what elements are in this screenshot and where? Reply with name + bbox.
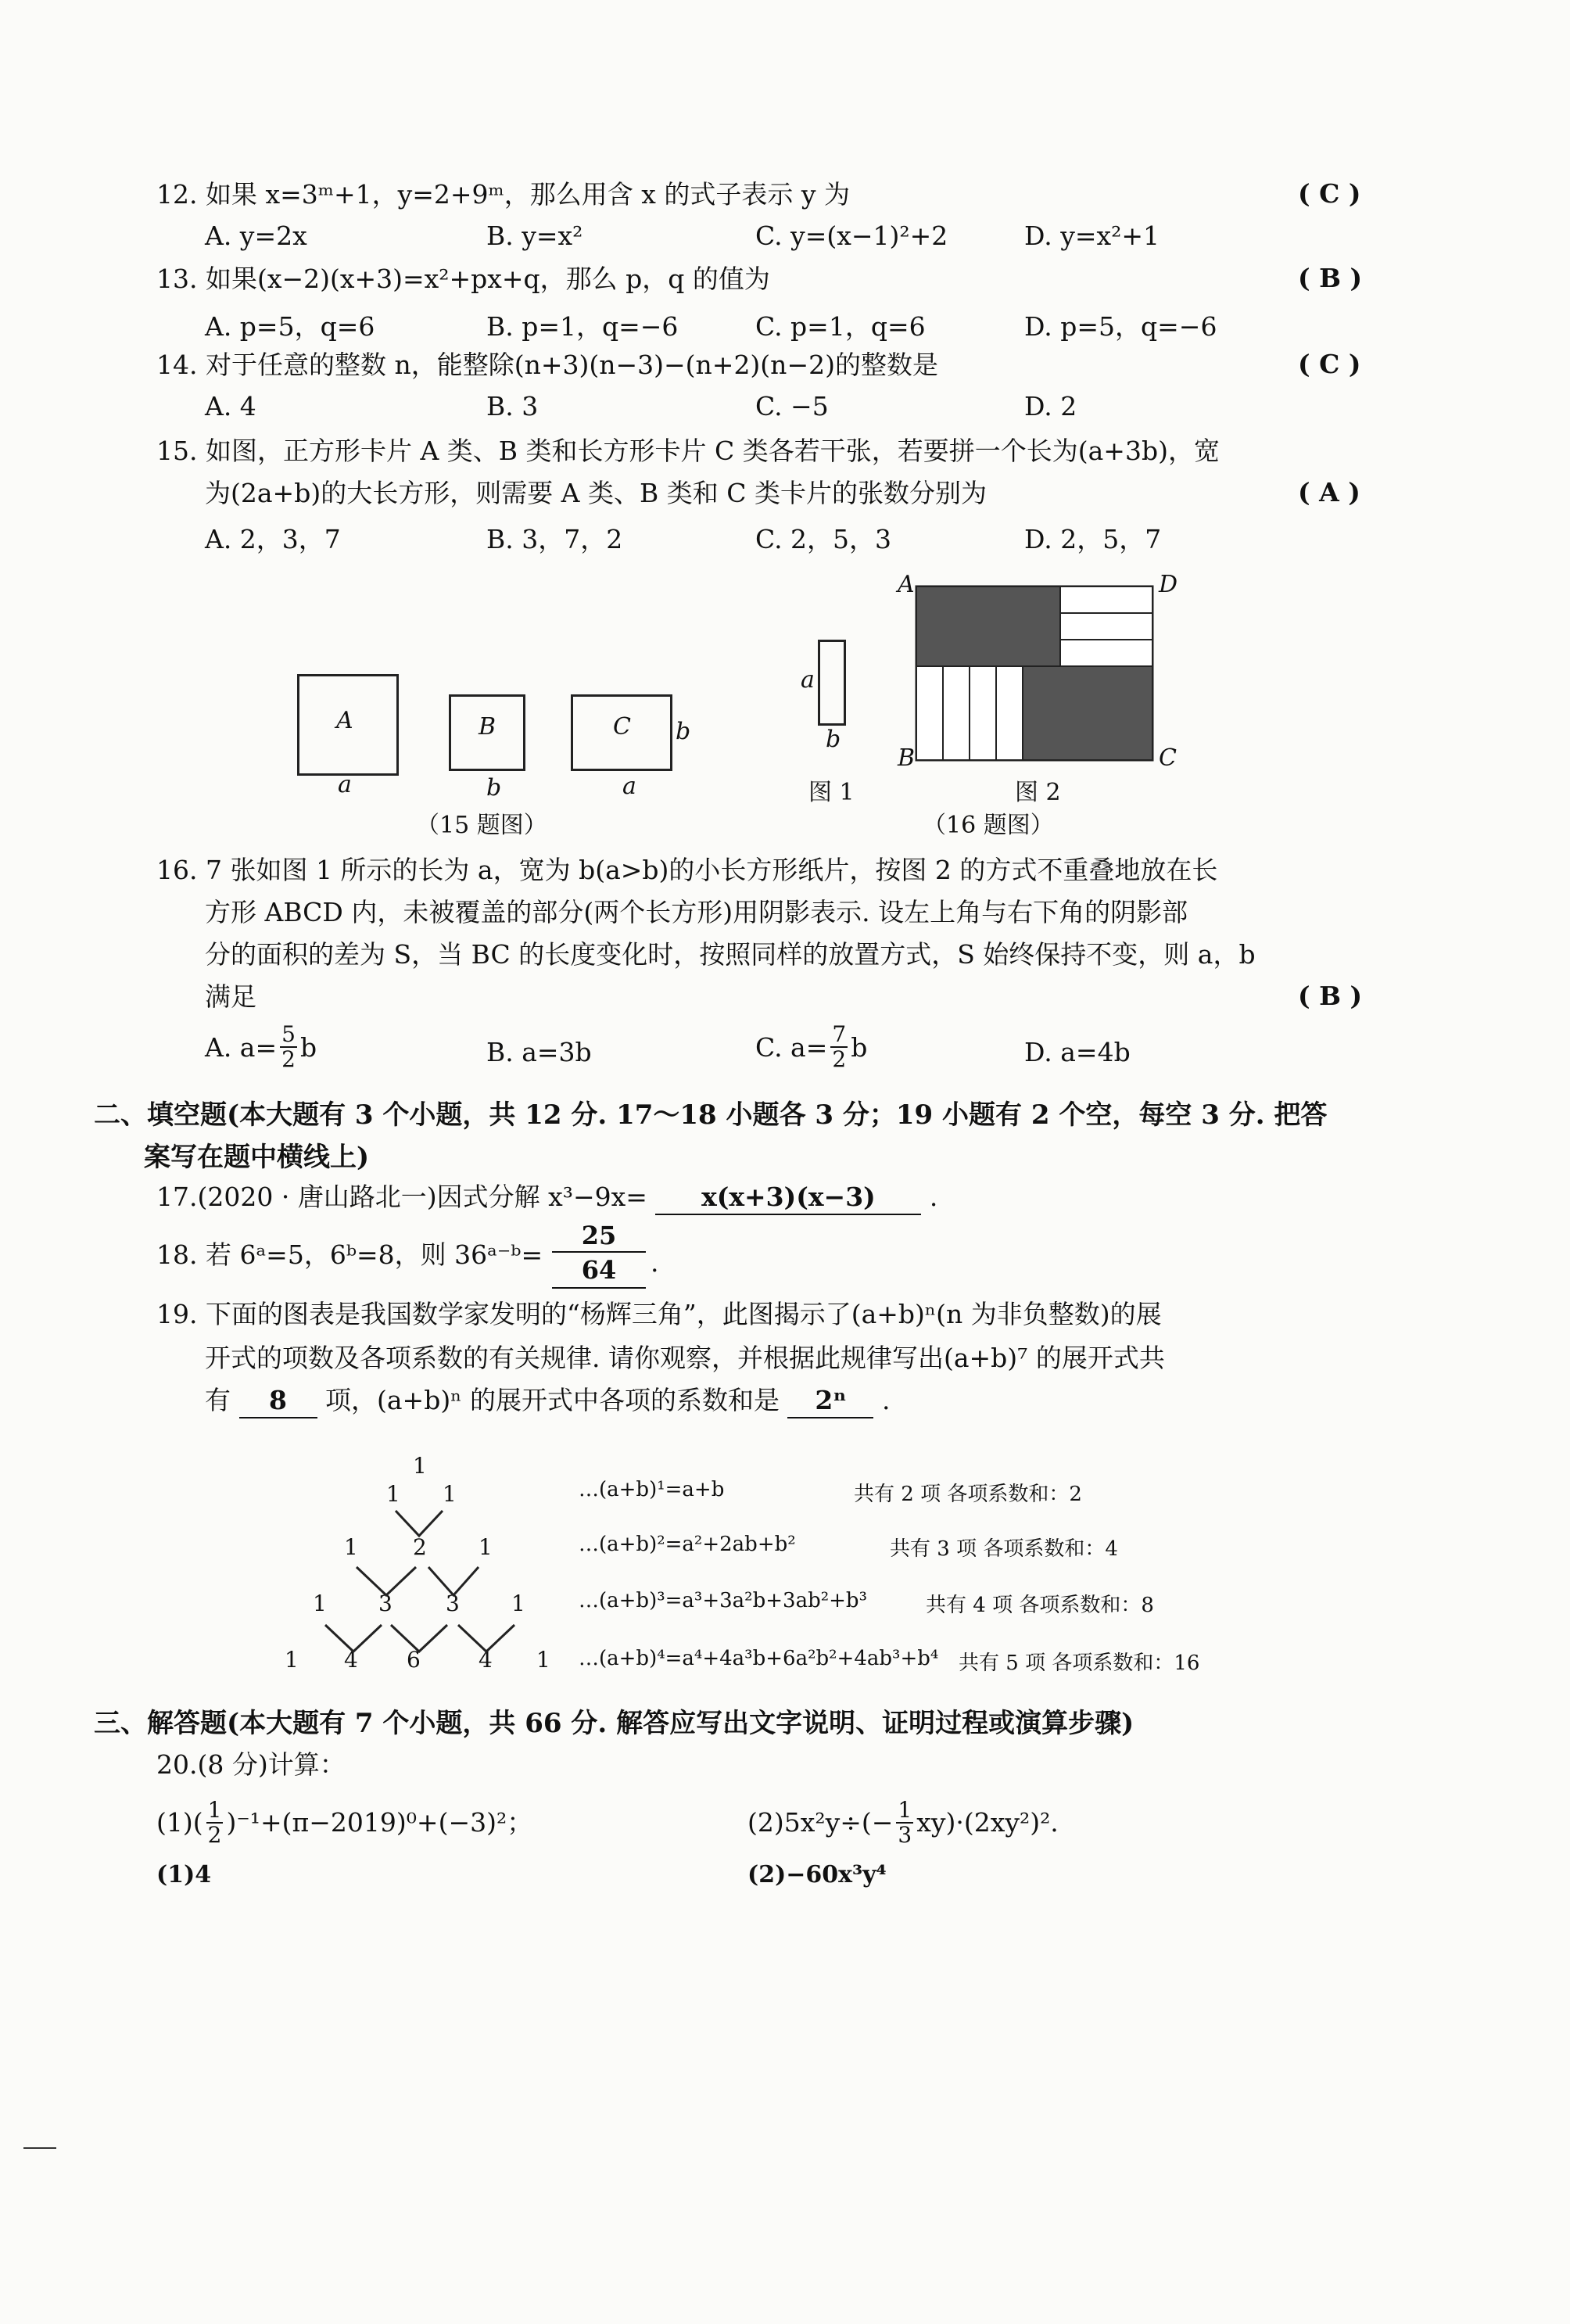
fig2-vertex-a: A [898, 571, 915, 598]
q16-line1: 16. 7 张如图 1 所示的长为 a，宽为 b(a>b)的小长方形纸片，按图 2 的方式不重叠地放在长 [156, 855, 1218, 885]
q15-answer: ( A ) [1298, 477, 1360, 507]
q20-part2-prefix: (2)5x²y÷(− [747, 1807, 894, 1838]
q16-option-a-suffix: b [299, 1031, 317, 1063]
pascal-row3-item0: 1 [313, 1591, 327, 1616]
pascal-row4-item3: 4 [479, 1647, 493, 1673]
q12-option-b: B. y=x² [486, 221, 583, 251]
q15-line2: 为(2a+b)的大长方形，则需要 A 类、B 类和 C 类卡片的张数分别为 [205, 478, 987, 508]
q20-part2 [747, 1799, 1059, 1847]
q14-option-d: D. 2 [1024, 391, 1077, 421]
q14-option-a: A. 4 [205, 391, 256, 421]
q19-line3-end: . [881, 1385, 891, 1415]
card-a-side-label: a [338, 771, 352, 798]
pascal-count-2: 共有 3 项 各项系数和：4 [890, 1537, 1118, 1561]
q14-answer: ( C ) [1298, 349, 1361, 379]
pascal-row2-item2: 1 [479, 1534, 493, 1560]
q16-option-c-suffix: b [851, 1031, 868, 1063]
q20-text: 20.(8 分)计算： [156, 1749, 346, 1780]
pascal-eq-4: …(a+b)⁴=a⁴+4a³b+6a²b²+4ab³+b⁴ [579, 1647, 939, 1670]
pascal-row1-item0: 1 [386, 1481, 400, 1507]
q20-part2-den: 3 [898, 1822, 912, 1848]
fig16-caption: （16 题图） [923, 812, 1054, 839]
q20-answer-2: (2)−60x³y⁴ [747, 1861, 887, 1888]
q18-end: . [651, 1247, 659, 1278]
q20-part1-suffix: )⁻¹+(π−2019)⁰+(−3)²； [226, 1807, 533, 1838]
card-c-width-label: a [622, 773, 636, 800]
card-c-height-label: b [676, 718, 691, 745]
q20-part1-den: 2 [207, 1822, 222, 1848]
q16-option-a-num: 5 [281, 1021, 296, 1047]
q12-option-c: C. y=(x−1)²+2 [755, 221, 948, 251]
q15-option-b: B. 3，7，2 [486, 524, 623, 554]
q13-option-a: A. p=5，q=6 [205, 311, 375, 342]
q16-option-c-den: 2 [832, 1046, 847, 1072]
q13-answer: ( B ) [1298, 263, 1363, 293]
q17-stem: 17.(2020 · 唐山路北一)因式分解 x³−9x= [156, 1182, 647, 1212]
q17-end: . [929, 1182, 938, 1212]
fig2-caption: 图 2 [1015, 779, 1061, 806]
fig2-vertex-d: D [1159, 571, 1178, 598]
section2-heading-line2: 案写在题中横线上) [144, 1142, 370, 1173]
q19-line2: 开式的项数及各项系数的有关规律. 请你观察，并根据此规律写出(a+b)⁷ 的展开式共 [205, 1343, 1165, 1373]
q16-option-a-den: 2 [281, 1046, 296, 1072]
section2-heading-line1: 二、填空题(本大题有 3 个小题，共 12 分. 17～18 小题各 3 分；19 小题有 2 个空，每空 3 分. 把答 [94, 1099, 1328, 1131]
q13-option-b: B. p=1，q=−6 [486, 311, 679, 342]
q19-line3-middle: 项，(a+b)ⁿ 的展开式中各项的系数和是 [325, 1385, 780, 1415]
q16-option-b: B. a=3b [486, 1037, 592, 1067]
q16-answer: ( B ) [1298, 981, 1363, 1011]
q20-part2-num: 1 [898, 1797, 912, 1823]
q20-part2-fraction [896, 1799, 913, 1847]
pascal-eq-1: …(a+b)¹=a+b [579, 1478, 725, 1501]
pascal-row2-item0: 1 [344, 1534, 358, 1560]
pascal-row1-item1: 1 [443, 1481, 457, 1507]
q19-blank-terms: 8 [239, 1384, 317, 1418]
pascal-row4-item0: 1 [285, 1647, 299, 1673]
q12-option-a: A. y=2x [205, 221, 307, 251]
q19-line1: 19. 下面的图表是我国数学家发明的“杨辉三角”，此图揭示了(a+b)ⁿ(n 为非负整数)的展 [156, 1299, 1162, 1329]
q16-line4: 满足 [205, 981, 256, 1012]
q19-line3-prefix: 有 [205, 1385, 231, 1415]
page-corner-rule [23, 2147, 56, 2149]
pascal-count-3: 共有 4 项 各项系数和：8 [926, 1594, 1154, 1617]
q15-line1: 15. 如图，正方形卡片 A 类、B 类和长方形卡片 C 类各若干张，若要拼一个长为(a+3b)，宽 [156, 436, 1220, 466]
q20-part1 [156, 1799, 532, 1847]
fig2-vertex-b: B [898, 744, 916, 772]
q14-option-b: B. 3 [486, 391, 539, 421]
q12-text: 12. 如果 x=3ᵐ+1，y=2+9ᵐ，那么用含 x 的式子表示 y 为 [156, 179, 850, 210]
pascal-eq-3: …(a+b)³=a³+3a²b+3ab²+b³ [579, 1589, 867, 1612]
section3-heading: 三、解答题(本大题有 7 个小题，共 66 分. 解答应写出文字说明、证明过程或演算步骤) [94, 1708, 1134, 1739]
q16-option-d: D. a=4b [1024, 1037, 1131, 1067]
q12-option-d: D. y=x²+1 [1024, 221, 1160, 251]
fig15-caption: （15 题图） [416, 812, 547, 839]
pascal-row4-item2: 6 [407, 1647, 421, 1673]
q15-option-d: D. 2，5，7 [1024, 524, 1162, 554]
q16-line3: 分的面积的差为 S，当 BC 的长度变化时，按照同样的放置方式，S 始终保持不变，则 a，b [205, 939, 1256, 970]
pascal-eq-2: …(a+b)²=a²+2ab+b² [579, 1533, 796, 1556]
q18-answer-den: 64 [552, 1253, 646, 1289]
q14-option-c: C. −5 [755, 391, 829, 421]
pascal-count-1: 共有 2 项 各项系数和：2 [854, 1483, 1082, 1506]
q13-text: 13. 如果(x−2)(x+3)=x²+px+q，那么 p，q 的值为 [156, 264, 770, 294]
q19-blank-sum: 2ⁿ [787, 1384, 873, 1418]
q15-option-c: C. 2，5，3 [755, 524, 892, 554]
pascal-row3-item1: 3 [378, 1591, 392, 1616]
q18-stem: 18. 若 6ᵃ=5，6ᵇ=8，则 36ᵃ⁻ᵇ= [156, 1239, 543, 1270]
q20-answer-1: (1)4 [156, 1861, 212, 1888]
pascal-row2-item1: 2 [413, 1534, 427, 1560]
card-b-label: B [479, 713, 496, 741]
pascal-row4-item4: 1 [536, 1647, 550, 1673]
q16-option-a-prefix: A. a= [205, 1031, 278, 1063]
pascal-row3-item3: 1 [511, 1591, 525, 1616]
pascal-row3-item2: 3 [446, 1591, 460, 1616]
q12-answer: ( C ) [1298, 178, 1361, 209]
q20-part2-suffix: xy)·(2xy²)². [916, 1807, 1059, 1838]
q18-answer-num: 25 [552, 1220, 646, 1253]
card-c-label: C [613, 713, 631, 741]
q17-answer-blank: x(x+3)(x−3) [655, 1181, 921, 1215]
fig1-b-label: b [826, 726, 841, 753]
q14-text: 14. 对于任意的整数 n，能整除(n+3)(n−3)−(n+2)(n−2)的整数是 [156, 350, 938, 380]
card-a-label: A [336, 707, 353, 734]
card-b-side-label: b [486, 774, 502, 802]
fig1-a-label: a [801, 666, 815, 694]
q13-option-d: D. p=5，q=−6 [1024, 311, 1217, 342]
q13-option-c: C. p=1，q=6 [755, 311, 926, 342]
fig1-caption: 图 1 [808, 779, 855, 806]
q15-option-a: A. 2，3，7 [205, 524, 341, 554]
q20-part1-num: 1 [207, 1797, 222, 1823]
q16-option-c-prefix: C. a= [755, 1031, 828, 1063]
pascal-row0-item0: 1 [413, 1453, 427, 1479]
q20-part1-prefix: (1)( [156, 1807, 203, 1838]
q20-part1-fraction [206, 1799, 224, 1847]
pascal-row4-item1: 4 [344, 1647, 358, 1673]
pascal-count-4: 共有 5 项 各项系数和：16 [959, 1652, 1200, 1675]
q16-option-c-num: 7 [832, 1021, 847, 1047]
fig2-vertex-c: C [1159, 744, 1177, 772]
q16-line2: 方形 ABCD 内，未被覆盖的部分(两个长方形)用阴影表示. 设左上角与右下角的阴影部 [205, 897, 1188, 927]
